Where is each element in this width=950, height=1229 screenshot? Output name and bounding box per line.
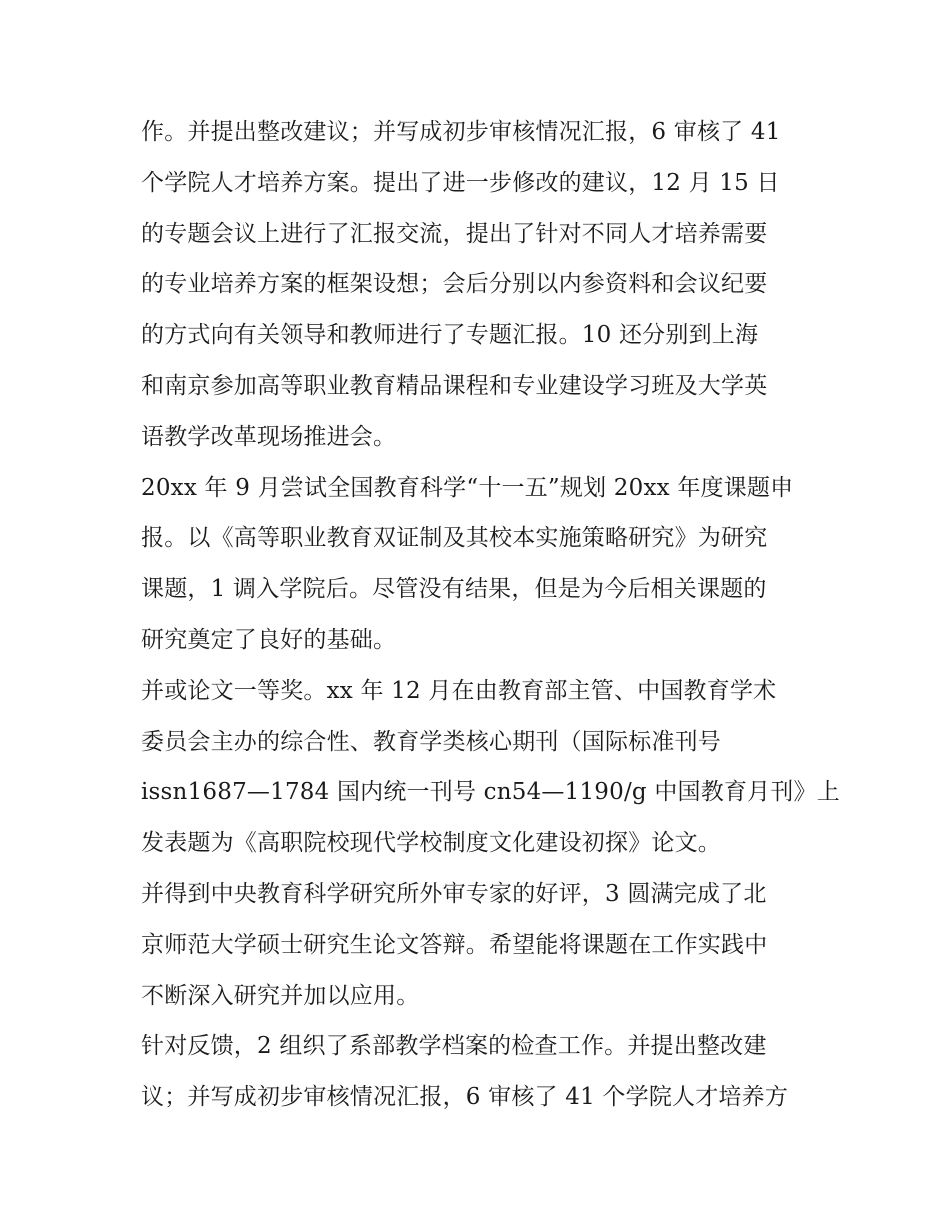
- text-line: 20xx 年 9 月尝试全国教育科学“十一五”规划 20xx 年度课题申: [141, 474, 794, 501]
- text-line: 并得到中央教育科学研究所外审专家的好评，3 圆满完成了北: [141, 880, 767, 907]
- text-line: 京师范大学硕士研究生论文答辩。希望能将课题在工作实践中: [141, 931, 768, 958]
- text-line: 的方式向有关领导和教师进行了专题汇报。10 还分别到上海: [141, 322, 759, 349]
- text-line: issn1687—1784 国内统一刊号 cn54—1190/g 中国教育月刊》上: [141, 779, 840, 806]
- text-line: 作。并提出整改建议；并写成初步审核情况汇报，6 审核了 41: [141, 119, 781, 145]
- text-line: 的专题会议上进行了汇报交流，提出了针对不同人才培养需要: [141, 220, 768, 247]
- text-line: 针对反馈，2 组织了系部教学档案的检查工作。并提出整改建: [141, 1033, 767, 1060]
- text-line: 发表题为《高职院校现代学校制度文化建设初探》论文。: [141, 830, 721, 857]
- paragraph-1: [141, 107, 821, 463]
- paragraph-3: [141, 666, 840, 869]
- text-line: 个学院人才培养方案。提出了进一步修改的建议，12 月 15 日: [141, 169, 780, 196]
- text-line: 和南京参加高等职业教育精品课程和专业建设学习班及大学英: [141, 372, 768, 399]
- paragraph-4: [141, 869, 821, 1021]
- text-line: 议；并写成初步审核情况汇报，6 审核了 41 个学院人才培养方: [141, 1084, 789, 1111]
- text-line: 报。以《高等职业教育双证制及其校本实施策略研究》为研究: [141, 525, 768, 552]
- text-line: 语教学改革现场推进会。: [141, 423, 397, 450]
- paragraph-2: [141, 463, 821, 666]
- text-line: 研究奠定了良好的基础。: [141, 626, 397, 653]
- text-line: 不断深入研究并加以应用。: [141, 982, 420, 1009]
- paragraph-5: [141, 1021, 821, 1123]
- text-line: 的专业培养方案的框架设想；会后分别以内参资料和会议纪要: [141, 271, 768, 298]
- text-line: 委员会主办的综合性、教育学类核心期刊（国际标准刊号: [141, 728, 721, 755]
- text-line: 并或论文一等奖。xx 年 12 月在由教育部主管、中国教育学术: [141, 677, 777, 704]
- text-line: 课题，1 调入学院后。尽管没有结果，但是为今后相关课题的: [141, 576, 767, 603]
- document-body: [141, 107, 840, 1123]
